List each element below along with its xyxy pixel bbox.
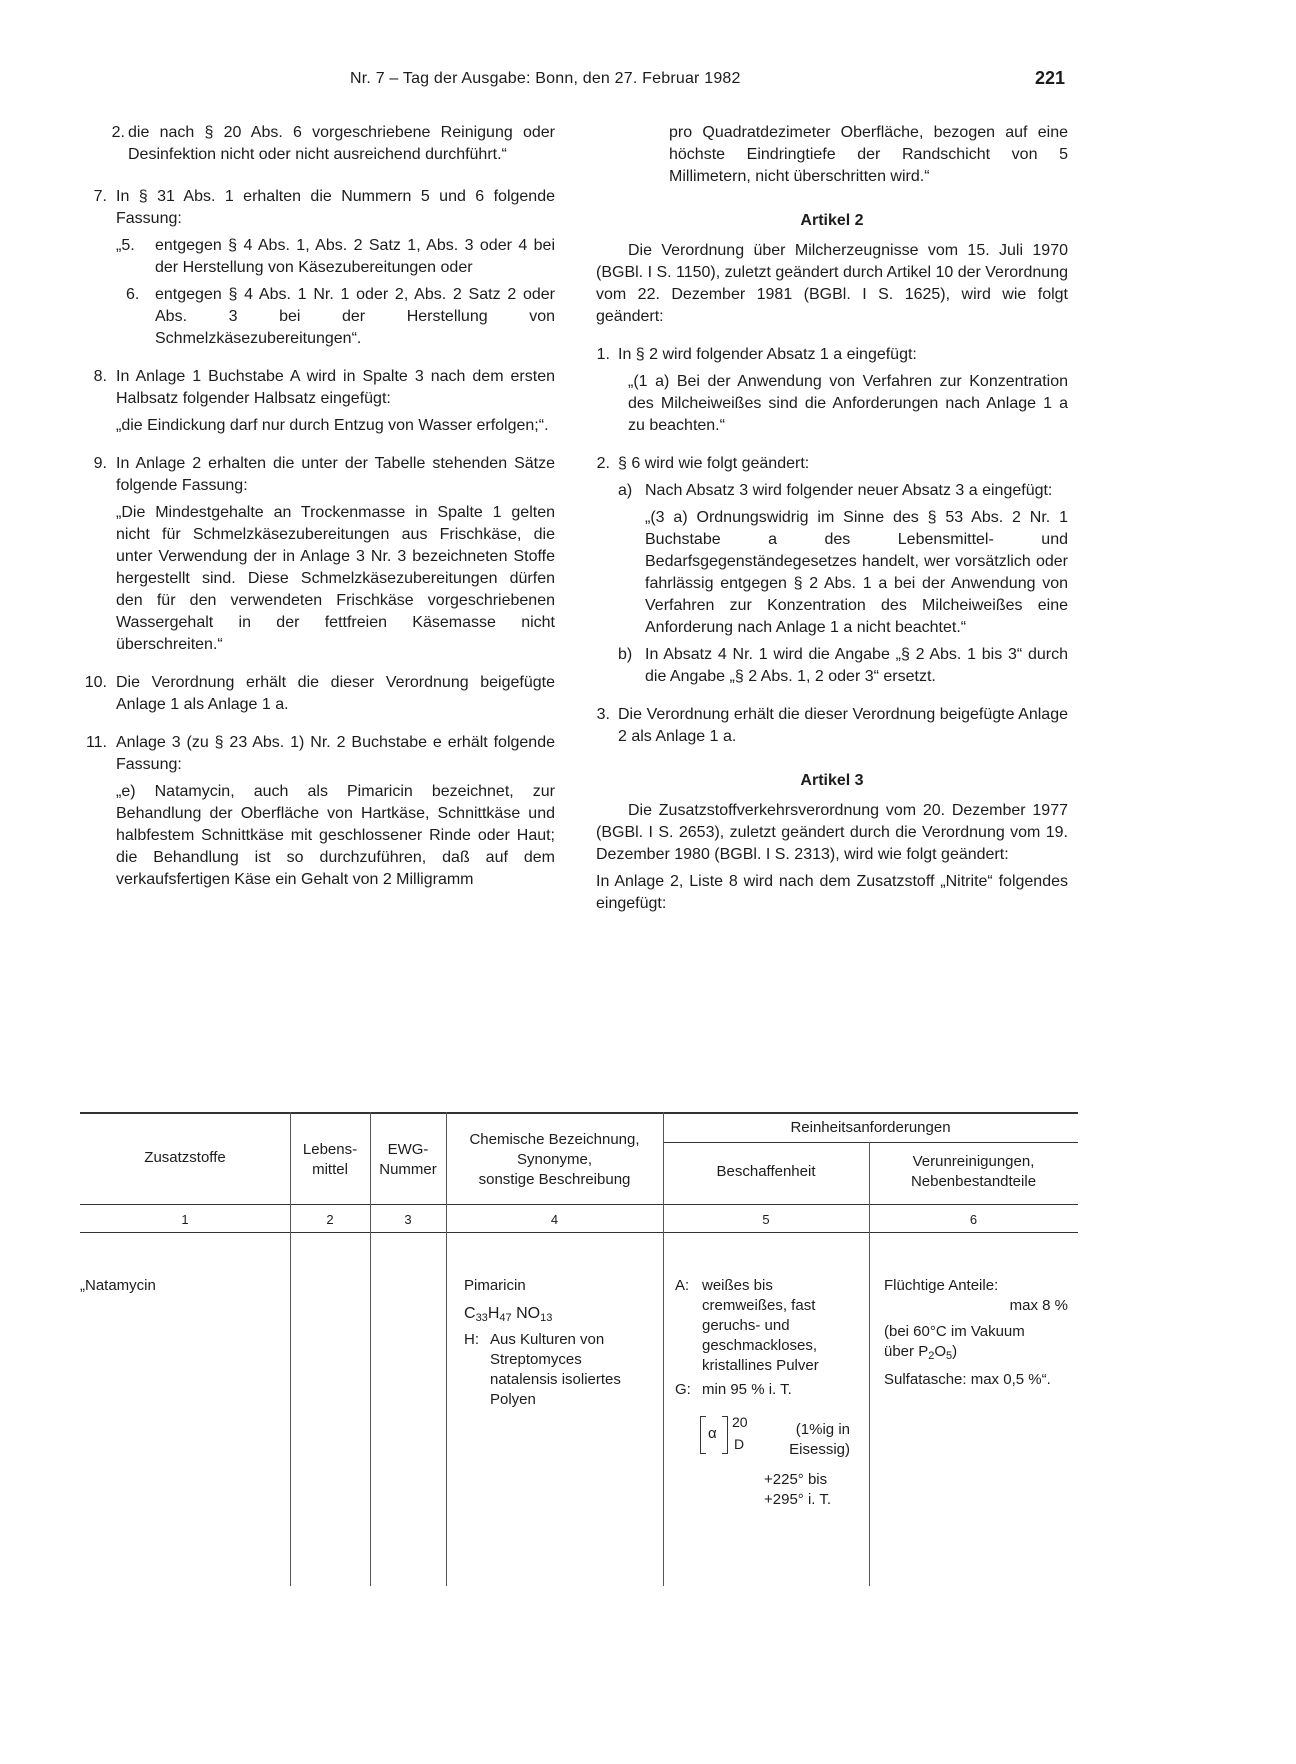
item-number: a) (618, 482, 633, 499)
list-item (596, 480, 1068, 639)
table-col-divider (869, 1142, 870, 1586)
impurity-label: Flüchtige Anteile: (884, 1277, 999, 1294)
col-number: 1 (181, 1212, 189, 1227)
list-item (85, 366, 555, 437)
item-text: entgegen § 4 Abs. 1, Abs. 2 Satz 1, Abs. 3 oder 4 bei der Herstellung von Käsezubereitungen oder (155, 237, 555, 276)
item-quote: „(3 a) Ordnungswidrig im Sinne des § 53 Abs. 2 Nr. 1 Buchstabe a des Lebensmittel- und Bedarfsgegenständegesetzes handelt, wer vorsätzlich oder fahrlässig entgegen § 2 Abs. 1 a bei der Anwendung von Verfahren zur Konzentration des Milcheiweißes eine Anforderung nach Anlage 1 a nicht beachtet.“ (645, 509, 1068, 636)
item-text: In Absatz 4 Nr. 1 wird die Angabe „§ 2 Abs. 1 bis 3“ durch die Angabe „§ 2 Abs. 1, 2 oder 3“ ersetzt. (645, 646, 1068, 685)
table-top-rule (80, 1112, 1078, 1114)
article-3-intro: Die Zusatzstoffverkehrsverordnung vom 20. Dezember 1977 (BGBl. I S. 2653), zuletzt geändert durch die Verordnung vom 19. Dezember 1980 (BGBl. I S. 2313), wird wie folgt geändert: (596, 802, 1068, 863)
chem-formula (464, 1304, 654, 1324)
chem-name: Pimaricin (464, 1277, 526, 1294)
sulfate-ash: Sulfatasche: max 0,5 %“. (884, 1371, 1051, 1388)
appearance-a-label: A: (675, 1277, 690, 1294)
rotation-range: +225° bis (764, 1471, 828, 1488)
bracket-right-icon (722, 1416, 728, 1454)
col-header-4: Chemische Bezeichnung, Synonyme, sonstige Beschreibung (469, 1131, 640, 1188)
article-2-intro: Die Verordnung über Milcherzeugnisse vom 15. Juli 1970 (BGBl. I S. 1150), zuletzt geändert durch Artikel 10 der Verordnung vom 22. Dezember 1981 (BGBl. I S. 1625), wird wie folgt geändert: (596, 242, 1068, 325)
table-col-divider (370, 1112, 371, 1586)
article-2-title: Artikel 2 (800, 212, 864, 229)
col-number: 5 (762, 1212, 770, 1227)
chem-h-text: Aus Kulturen von Streptomyces natalensis isoliertes Polyen (490, 1331, 621, 1408)
condition-part: über P (884, 1343, 929, 1360)
rotation-note: (1%ig in Eisessig) (789, 1421, 850, 1458)
continued-text: pro Quadratdezimeter Oberfläche, bezogen auf eine höchste Eindringtiefe der Randschicht von 5 Millimetern, nicht überschritten wird.“ (669, 124, 1068, 185)
chem-h-label: H: (464, 1331, 479, 1348)
col-header-3: EWG- Nummer (379, 1141, 437, 1178)
article-3-line: In Anlage 2, Liste 8 wird nach dem Zusatzstoff „Nitrite“ folgendes eingefügt: (596, 873, 1068, 912)
table-col-divider (663, 1112, 664, 1586)
col-number: 6 (969, 1212, 978, 1227)
item-number: 3. (596, 706, 610, 723)
item-text: In Anlage 1 Buchstabe A wird in Spalte 3 nach dem ersten Halbsatz folgender Halbsatz eingefügt: (116, 368, 555, 407)
right-column (596, 122, 1068, 915)
item-text: Die Verordnung erhält die dieser Verordnung beigefügte Anlage 1 als Anlage 1 a. (116, 674, 555, 713)
list-item (596, 704, 1068, 748)
list-item (85, 235, 555, 279)
table-header-rule (80, 1204, 1078, 1205)
additives-table (80, 1112, 1078, 1586)
item-text: Die Verordnung erhält die dieser Verordnung beigefügte Anlage 2 als Anlage 1 a. (618, 706, 1068, 745)
list-item (85, 186, 555, 230)
item-text: § 6 wird wie folgt geändert: (618, 455, 810, 472)
table-col-divider (290, 1112, 291, 1586)
list-item (85, 284, 555, 350)
col-header-6: Verunreinigungen, Nebenbestandteile (910, 1153, 1037, 1190)
item-number: b) (618, 646, 633, 663)
appearance-g-text: min 95 % i. T. (702, 1381, 792, 1398)
item-number: 1. (596, 346, 610, 363)
table-row-name: „Natamycin (80, 1277, 156, 1294)
formula-part: H (487, 1305, 500, 1322)
item-number: 2. (111, 124, 125, 141)
item-text: In § 31 Abs. 1 erhalten die Nummern 5 und 6 folgende Fassung: (116, 188, 555, 227)
condition-index: 2 (928, 1350, 935, 1362)
col-header-2: Lebens- mittel (302, 1141, 358, 1178)
item-text: Anlage 3 (zu § 23 Abs. 1) Nr. 2 Buchstabe e erhält folgende Fassung: (116, 734, 555, 773)
item-number: 7. (93, 188, 107, 205)
condition-part: O (934, 1343, 946, 1360)
item-number: 10. (84, 674, 107, 691)
bracket-left-icon (700, 1416, 706, 1454)
col-number: 3 (404, 1212, 412, 1227)
table-group-rule (663, 1142, 1078, 1143)
col-header-1: Zusatzstoffe (144, 1149, 226, 1166)
impurity-max: max 8 % (1009, 1297, 1068, 1314)
item-text: In § 2 wird folgender Absatz 1 a eingefügt: (618, 346, 917, 363)
formula-index: 33 (475, 1312, 488, 1324)
list-item (596, 644, 1068, 688)
item-text: Nach Absatz 3 wird folgender neuer Absatz 3 a eingefügt: (645, 482, 1053, 499)
item-number: 6. (126, 286, 140, 303)
rotation-range: +295° i. T. (764, 1491, 832, 1508)
item-number: „5. (116, 237, 135, 254)
rotation-temp: 20 (732, 1414, 748, 1430)
appearance-g-label: G: (675, 1381, 691, 1398)
formula-index: 47 (499, 1312, 512, 1324)
list-item (596, 453, 1068, 475)
condition-part: ) (952, 1343, 958, 1360)
formula-part: C (464, 1305, 476, 1322)
group-header: Reinheitsanforderungen (790, 1119, 951, 1136)
list-item (85, 672, 555, 716)
list-item (596, 344, 1068, 437)
appearance-a-text: weißes bis cremweißes, fast geruchs- und geschmackloses, kristallines Pulver (702, 1277, 819, 1374)
item-quote: „die Eindickung darf nur durch Entzug von Wasser erfolgen;“. (116, 417, 549, 434)
item-quote: „(1 a) Bei der Anwendung von Verfahren zur Konzentration des Milcheiweißes sind die Anforderungen nach Anlage 1 a zu beachten.“ (628, 373, 1068, 434)
page-number: 221 (1035, 68, 1066, 88)
list-item (85, 453, 555, 656)
condition-index: 5 (946, 1350, 953, 1362)
impurity-condition: (bei 60°C im Vakuum (884, 1323, 1025, 1340)
item-number: 2. (596, 455, 610, 472)
article-3-title: Artikel 3 (800, 772, 864, 789)
alpha-symbol: α (708, 1425, 717, 1442)
col-number: 4 (550, 1212, 559, 1227)
impurity-condition (884, 1342, 1074, 1362)
list-item (85, 732, 555, 891)
header-title: Nr. 7 – Tag der Ausgabe: Bonn, den 27. Februar 1982 (350, 70, 741, 87)
item-text: die nach § 20 Abs. 6 vorgeschriebene Reinigung oder Desinfektion nicht oder nicht ausreichend durchführt.“ (128, 124, 555, 163)
col-number: 2 (326, 1212, 334, 1227)
formula-part: NO (511, 1305, 541, 1322)
col-header-5: Beschaffenheit (716, 1163, 816, 1180)
item-number: 11. (85, 734, 107, 751)
table-numbers-rule (80, 1232, 1078, 1233)
item-quote: „e) Natamycin, auch als Pimaricin bezeichnet, zur Behandlung der Oberfläche von Hartkäse, Schnittkäse und halbfestem Schnittkäse mit geschlossener Rinde oder Haut; die Behandlung ist so durchzuführen, daß auf dem verkaufsfertigen Käse ein Gehalt von 2 Milligramm (116, 783, 555, 888)
item-quote: „Die Mindestgehalte an Trockenmasse in Spalte 1 gelten nicht für Schmelzkäsezubereitungen aus Frischkäse, die unter Verwendung der in Anlage 3 Nr. 3 bezeichneten Stoffe hergestellt sind. Diese Schmelzkäsezubereitungen dürfen den für den verwendeten Frischkäse vorgeschriebenen Wassergehalt in der fettfreien Käsemasse nicht überschreiten.“ (116, 504, 555, 653)
formula-index: 13 (540, 1312, 553, 1324)
item-text: In Anlage 2 erhalten die unter der Tabelle stehenden Sätze folgende Fassung: (116, 455, 555, 494)
list-item (85, 122, 555, 166)
left-column (85, 122, 555, 891)
item-number: 8. (93, 368, 107, 385)
item-text: entgegen § 4 Abs. 1 Nr. 1 oder 2, Abs. 2 Satz 2 oder Abs. 3 bei der Herstellung von Schmelzkäsezubereitungen“. (155, 286, 555, 347)
item-number: 9. (93, 455, 107, 472)
rotation-d: D (734, 1436, 745, 1452)
